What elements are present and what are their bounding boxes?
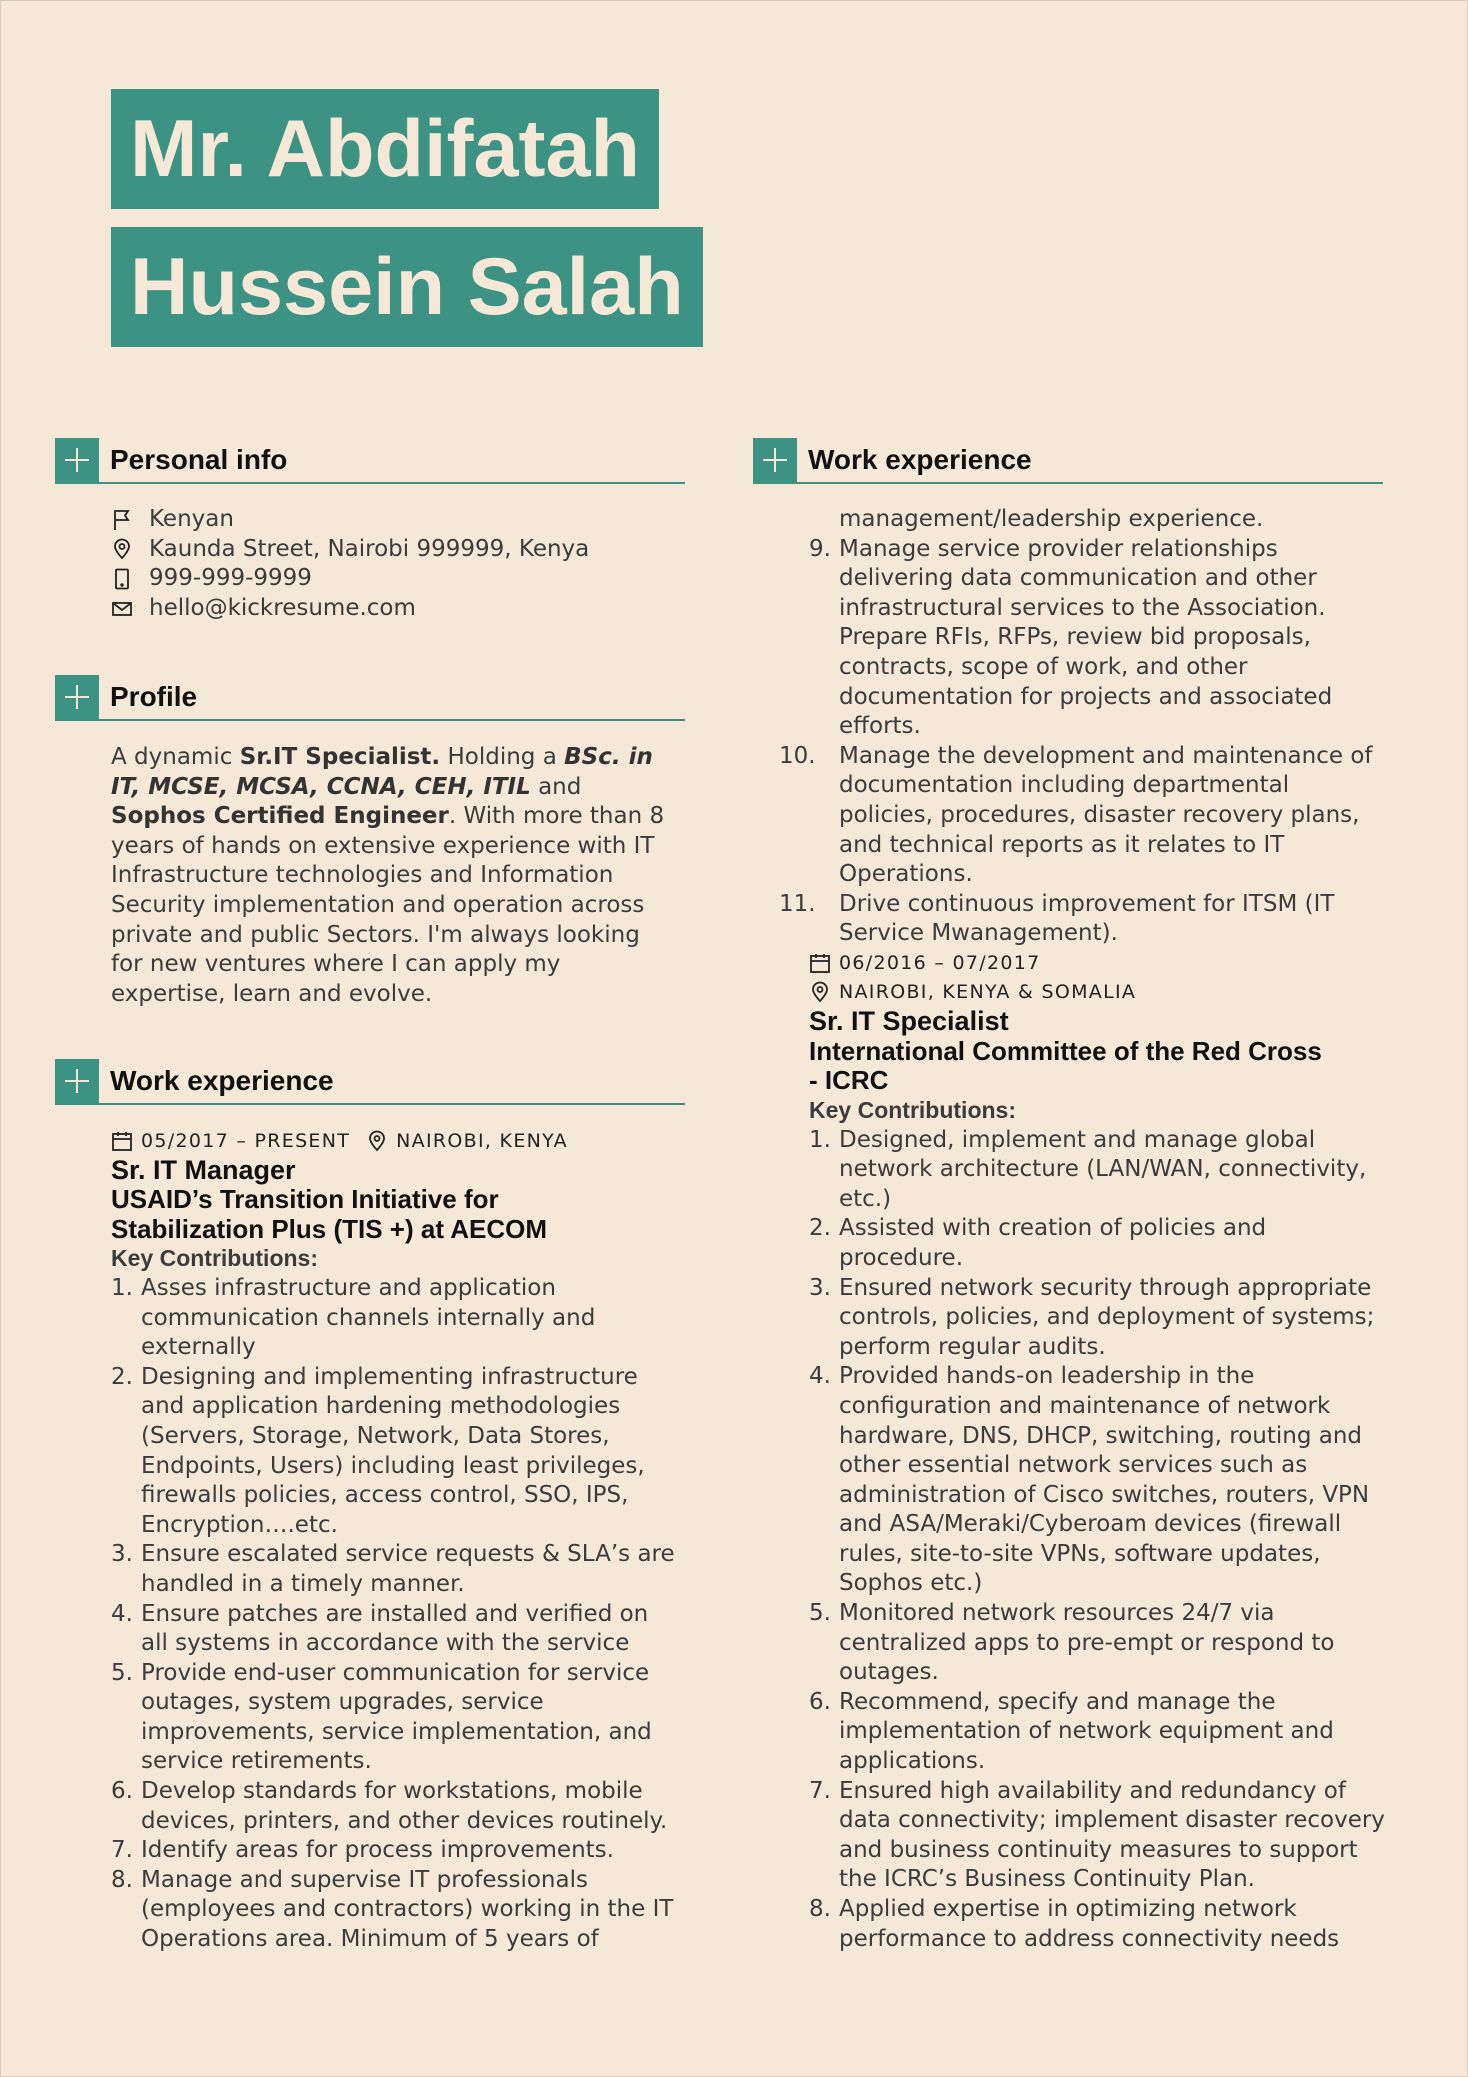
section-work-experience: [55, 1059, 685, 1103]
job-entry-2: [809, 948, 1385, 1954]
profile-summary: [111, 743, 671, 1009]
job-title: Sr. IT Manager: [111, 1154, 296, 1185]
job-dates: 06/2016 – 07/2017: [839, 951, 1041, 974]
list-item: 11. Drive continuous improvement for ITSM (IT Service Mwanagement).: [779, 890, 1335, 947]
location-pin-icon: [809, 981, 831, 1003]
list-item: 6. Recommend, specify and manage the implementation of network equipment and applications.: [809, 1688, 1334, 1775]
list-item: 10. Manage the development and maintenance of documentation including departmental policies, procedures, disaster recovery plans, and technical reports as it relates to IT Operations.: [779, 742, 1373, 888]
location-pin-icon: [111, 538, 133, 560]
job-organization-line-2: Stabilization Plus (TIS +) at AECOM: [111, 1213, 548, 1244]
job-dates: 05/2017 – PRESENT: [141, 1129, 351, 1152]
job-organization-line-1: International Committee of the Red Cross: [809, 1035, 1322, 1066]
list-item: 4. Provided hands-on leadership in the configuration and maintenance of network hardware, DNS, DHCP, switching, routing and other essential network services such as administration of Cisco switches, routers, VPN and ASA/Meraki/Cyberoam devices (firewall rules, site-to-site VPNs, software updates, Sophos etc.): [809, 1363, 1370, 1597]
job-dates-row: [809, 948, 1385, 978]
list-item: 8. Applied expertise in optimizing network performance to address connectivity needs: [809, 1896, 1340, 1952]
section-title-work-experience: Work experience: [808, 444, 1032, 475]
nationality: Kenyan: [149, 506, 234, 532]
list-item: 7. Identify areas for process improvements.: [111, 1837, 614, 1864]
job-location: NAIROBI, KENYA & SOMALIA: [839, 981, 1137, 1004]
nationality-row: [111, 505, 691, 535]
phone-icon: [111, 568, 133, 590]
plus-icon: [55, 1059, 99, 1103]
list-item: 7. Ensured high availability and redundancy of data connectivity; implement disaster recovery and business continuity measures to support the ICRC’s Business Continuity Plan.: [809, 1777, 1385, 1893]
section-title-personal-info: Personal info: [110, 444, 288, 475]
job-location: NAIROBI, KENYA: [396, 1129, 568, 1152]
job-1-contributions-continued: [779, 505, 1385, 949]
job-2-contributions: [809, 1126, 1385, 1955]
profile-text-2: Holding a: [440, 744, 565, 770]
section-divider: [55, 1103, 685, 1105]
profile-certifications: BSc. in IT, MCSE, MCSA, CCNA, CEH, ITIL: [111, 744, 653, 800]
phone: 999-999-9999: [149, 565, 312, 592]
flag-icon: [111, 509, 133, 531]
email-row: [111, 594, 691, 624]
section-work-experience-continued: [753, 438, 1383, 482]
list-item: management/leadership experience.: [839, 506, 1264, 532]
list-item: 5. Provide end-user communication for service outages, system upgrades, service improvements, service implementation, and service retirements.: [111, 1659, 652, 1775]
phone-row: [111, 564, 691, 594]
list-item: 4. Ensure patches are installed and verified on all systems in accordance with the service: [111, 1600, 649, 1657]
name-line-2: Hussein Salah: [111, 227, 703, 347]
plus-icon: [55, 675, 99, 719]
list-item: 9. Manage service provider relationships delivering data communication and other infrastructural services to the Association. Prepare RFIs, RFPs, review bid proposals, contracts, scope of work, and other documentation for projects and associated efforts.: [809, 535, 1333, 740]
mail-icon: [111, 598, 133, 620]
list-item: 3. Ensure escalated service requests & SLA’s are handled in a timely manner.: [111, 1541, 675, 1597]
profile-text-3: and: [530, 773, 582, 800]
name-line-1: Mr. Abdifatah: [111, 89, 659, 209]
personal-info-list: [111, 505, 691, 623]
profile-role: Sr.IT Specialist.: [239, 744, 441, 770]
job-organization-line-2: - ICRC: [809, 1065, 889, 1096]
section-title-profile: Profile: [110, 681, 198, 712]
job-entry-1: [111, 1126, 691, 1955]
job-location-row: [809, 978, 1385, 1008]
profile-text-4: . With more than 8 years of hands on extensive experience with IT Infrastructure technologies and Information Security implementation and operation across private and public Sectors. I'm always looking for new ventures where I can apply my expertise, learn and evolve.: [111, 803, 665, 1007]
job-entry-1-continued: [779, 505, 1385, 949]
location-pin-icon: [366, 1130, 388, 1152]
profile-sophos: Sophos Certified Engineer: [111, 803, 449, 830]
list-item: 1. Asses infrastructure and application communication channels internally and externally: [111, 1274, 596, 1361]
section-personal-info: [55, 438, 685, 482]
address-row: [111, 535, 691, 565]
plus-icon: [55, 438, 99, 482]
list-item: 8. Manage and supervise IT professionals (employees and contractors) working in the IT Operations area. Minimum of 5 years of: [111, 1866, 674, 1953]
list-item: 6. Develop standards for workstations, mobile devices, printers, and other devices routinely.: [111, 1778, 668, 1834]
list-item: 1. Designed, implement and manage global network architecture (LAN/WAN, connectivity, etc.): [809, 1126, 1367, 1212]
job-1-contributions: [111, 1274, 681, 1955]
section-divider: [55, 482, 685, 484]
address: Kaunda Street, Nairobi 999999, Kenya: [149, 535, 590, 562]
calendar-icon: [809, 952, 831, 974]
calendar-icon: [111, 1130, 133, 1152]
list-item: 2. Assisted with creation of policies and procedure.: [809, 1215, 1267, 1271]
plus-icon: [753, 438, 797, 482]
list-item: 2. Designing and implementing infrastructure and application hardening methodologies (Servers, Storage, Network, Data Stores, Endpoints, Users) including least privileges, firewalls policies, access control, SSO, IPS, Encryption….etc.: [111, 1363, 645, 1538]
list-item: 5. Monitored network resources 24/7 via centralized apps to pre-empt or respond to outages.: [809, 1600, 1335, 1686]
list-item: 3. Ensured network security through appropriate controls, policies, and deployment of systems; perform regular audits.: [809, 1274, 1375, 1360]
job-meta: [111, 1126, 691, 1156]
section-profile: [55, 675, 685, 719]
section-divider: [753, 482, 1383, 484]
job-organization-line-1: USAID’s Transition Initiative for: [111, 1184, 499, 1215]
section-title-work-experience: Work experience: [110, 1065, 334, 1096]
email[interactable]: hello@kickresume.com: [149, 594, 416, 621]
key-contributions-label: Key Contributions:: [809, 1096, 1016, 1123]
job-title: Sr. IT Specialist: [809, 1006, 1009, 1037]
profile-text-1: A dynamic: [111, 744, 240, 770]
key-contributions-label: Key Contributions:: [111, 1245, 318, 1272]
section-divider: [55, 719, 685, 721]
